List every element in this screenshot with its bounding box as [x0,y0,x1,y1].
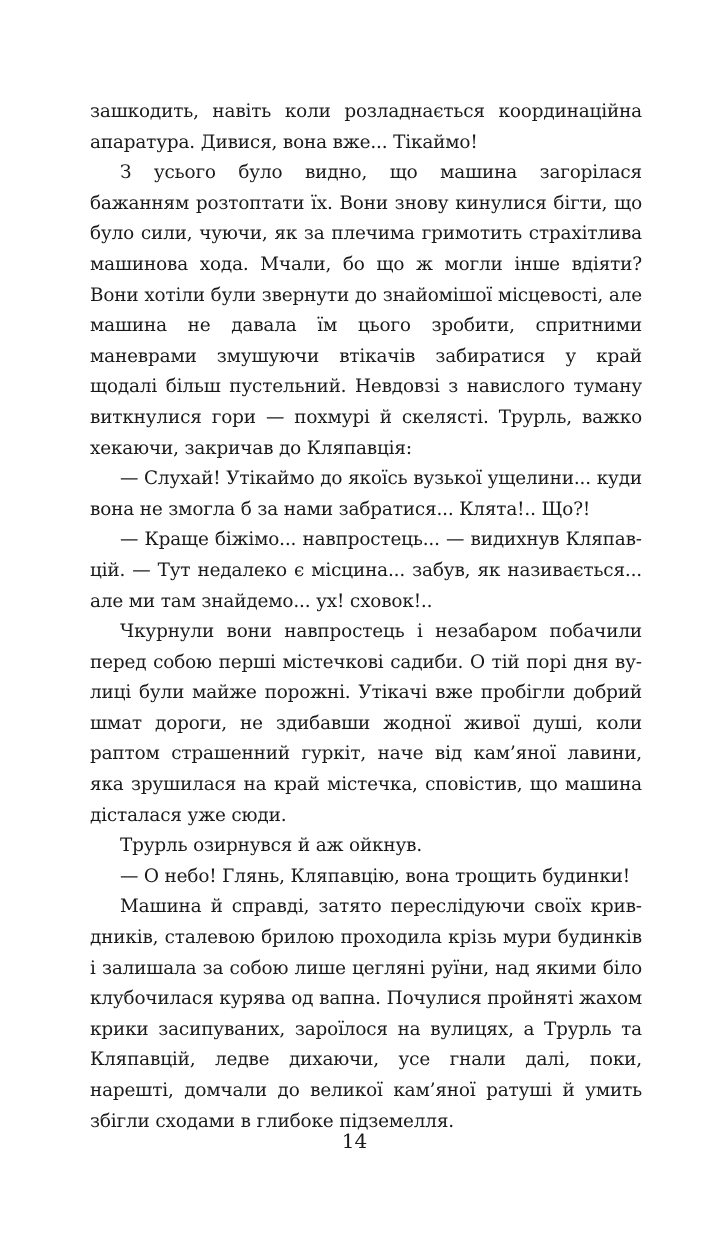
page-text [90,97,642,1137]
paragraph-5: Чкурнули вони навпростець і незабаром побачили перед собою перші містечкові садиби. О тій порі дня вулиці були майже порожні. Утікачі вже пробігли добрий шмат дороги, не здибавши жодної живої душі, коли раптом страшенний гуркіт, наче від кам’яної лавини, яка зрушилася на край містечка, сповістив, що машина дісталася уже сюди. [90,621,642,826]
paragraph-2: З усього було видно, що машина загорілася бажанням розтоптати їх. Вони знову кинулися бігти, що було сили, чуючи, як за плечима гримотить страхітлива машинова хода. Мчали, бо що ж могли інше вдіяти? Вони хотіли були звернути до знайомішої місцевості, але машина не давала їм цього зробити, спритними маневрами змушуючи втікачів забиратися у край щодалі більш пустельний. Невдовзі з навислого туману виткнулися гори — похмурі й скелясті. Трурль, важко хекаючи, закричав до Кляпавція: [90,162,642,459]
paragraph-6: Трурль озирнувся й аж ойкнув. [120,835,423,857]
paragraph-1: зашкодить, навіть коли розладнається координаційна апаратура. Дивися, вона вже... Тікаймо! [90,101,642,153]
paragraph-4: — Краще біжімо... навпростець... — видихнув Кляпавцій. — Тут недалеко є місцина... забув, як називається... але ми там знайдемо... ух! сховок!.. [90,529,642,612]
paragraph-3: — Слухай! Утікаймо до якоїсь вузької ущелини... куди вона не змогла б за нами забратися... Клята!.. Що?! [90,468,642,520]
paragraph-7: — О небо! Глянь, Кляпавцію, вона трощить будинки! [120,865,631,887]
paragraph-8: Машина й справді, затято переслідуючи своїх кривдників, сталевою брилою проходила крізь мури будинків і залишала за собою лише цегляні руїни, над якими біло клубочилася курява од вапна. Почулися пройняті жахом крики засипуваних, зароїлося на вулицях, а Трурль та Кляпавцій, ледве дихаючи, усе гнали далі, поки, нарешті, домчали до великої кам’яної ратуші й умить збігли сходами в глибоке підземелля. [90,896,642,1132]
page-number: 14 [341,1129,368,1153]
